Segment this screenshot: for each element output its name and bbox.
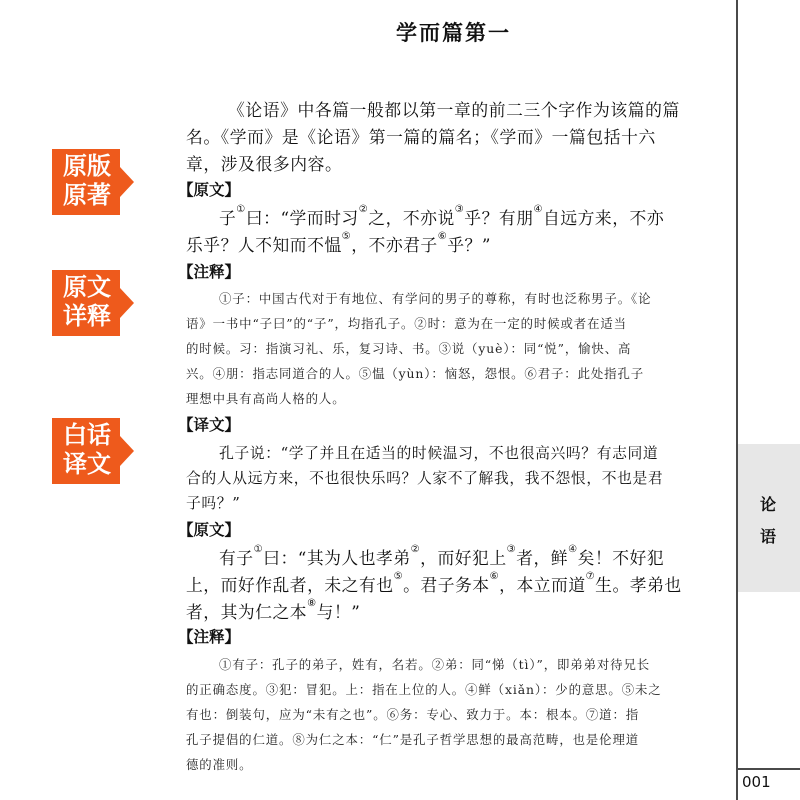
footnote-marker: ⑧: [307, 598, 317, 609]
note-line: 语》一书中“子曰”的“子”，均指孔子。②时：意为在一定的时候或者在适当: [186, 316, 627, 331]
badge-label-line: 译文: [63, 450, 111, 478]
badge-arrow-icon: [120, 288, 134, 318]
note-line: 兴。④朋：指志同道合的人。⑤愠（yùn）：恼怒，怨恨。⑥君子：此处指孔子: [186, 366, 645, 381]
badge-arrow-icon: [120, 167, 134, 197]
page-number: 001: [742, 773, 771, 791]
badge-label-line: 白话: [63, 421, 111, 449]
note-line: ①有子：孔子的弟子，姓有，名若。②弟：同“悌（tì）”，即弟弟对待兄长: [219, 657, 651, 672]
side-tab: [738, 444, 800, 592]
badge-detailed-notes: [52, 270, 136, 336]
footnote-marker: ④: [568, 544, 578, 555]
footnote-marker: ②: [358, 204, 369, 215]
intro-line: 《论语》中各篇一般都以第一章的前二三个字作为该篇的篇: [228, 100, 680, 120]
note-line: 的时候。习：指演习礼、乐，复习诗、书。③说（yuè）：同“悦”，愉快、高: [186, 341, 632, 356]
original-line: 者，其为仁之本⑧与！”: [186, 598, 361, 622]
footnote-marker: ⑦: [585, 571, 596, 582]
footnote-marker: ⑥: [437, 231, 448, 242]
original-line: 有子①曰：“其为人也孝弟②，而好犯上③者，鲜④矣！不好犯: [219, 544, 665, 568]
footnote-marker: ⑤: [341, 231, 352, 242]
footnote-marker: ①: [253, 544, 264, 555]
original-line: 上，而好作乱者，未之有也⑤。君子务本⑥，本立而道⑦生。孝弟也: [186, 571, 682, 595]
section-label-original: 【原文】: [178, 181, 241, 199]
badge-original-edition: [52, 149, 136, 215]
footnote-marker: ④: [533, 204, 544, 215]
section-label-notes: 【注释】: [178, 263, 241, 281]
page-title: 学而篇第一: [396, 21, 511, 45]
note-line: 德的准则。: [186, 757, 253, 772]
original-line: 子①曰：“学而时习②之，不亦说③乎？有朋④自远方来，不亦: [219, 204, 665, 228]
section-label-translation: 【译文】: [178, 416, 241, 434]
note-line: 孔子提倡的仁道。⑧为仁之本：“仁”是孔子哲学思想的最高范畴，也是伦理道: [186, 732, 640, 747]
translation-line: 子吗？”: [186, 495, 241, 512]
footnote-marker: ⑥: [489, 571, 500, 582]
note-line: 的正确态度。③犯：冒犯。上：指在上位的人。④鲜（xiǎn）：少的意思。⑤未之: [186, 682, 662, 697]
section-label-original: 【原文】: [178, 521, 241, 539]
footnote-marker: ①: [236, 204, 246, 215]
badge-label: [56, 273, 118, 331]
badge-arrow-icon: [120, 436, 134, 466]
badge-label: [56, 152, 118, 210]
note-line: 有也：倒装句，应为“未有之也”。⑥务：专心、致力于。本：根本。⑦道：指: [186, 707, 640, 722]
footnote-marker: ⑤: [393, 571, 404, 582]
side-tab-char: 论: [760, 495, 777, 514]
badge-label: [56, 421, 118, 479]
footnote-marker: ③: [506, 544, 517, 555]
badge-label-line: 原文: [63, 273, 111, 301]
page-number-rule: [738, 768, 800, 770]
badge-label-line: 原版: [63, 152, 111, 180]
translation-line: 合的人从远方来，不也很快乐吗？人家不了解我，我不怨恨，不也是君: [186, 470, 664, 487]
section-label-notes: 【注释】: [178, 628, 241, 646]
footnote-marker: ②: [410, 544, 421, 555]
original-line: 乐乎？人不知而不愠⑤，不亦君子⑥乎？”: [186, 231, 491, 255]
note-line: 理想中具有高尚人格的人。: [186, 391, 346, 406]
footnote-marker: ③: [454, 204, 465, 215]
badge-label-line: 原著: [63, 181, 111, 209]
margin-rule: [736, 0, 738, 800]
intro-line: 章，涉及很多内容。: [186, 154, 343, 174]
note-line: ①子：中国古代对于有地位、有学问的男子的尊称，有时也泛称男子。《论: [219, 291, 652, 306]
intro-line: 名。《学而》是《论语》第一篇的篇名；《学而》一篇包括十六: [186, 127, 656, 147]
side-tab-char: 语: [760, 527, 777, 546]
badge-vernacular-translation: [52, 418, 136, 484]
badge-label-line: 详释: [63, 302, 111, 330]
translation-line: 孔子说：“学了并且在适当的时候温习，不也很高兴吗？有志同道: [219, 445, 659, 462]
